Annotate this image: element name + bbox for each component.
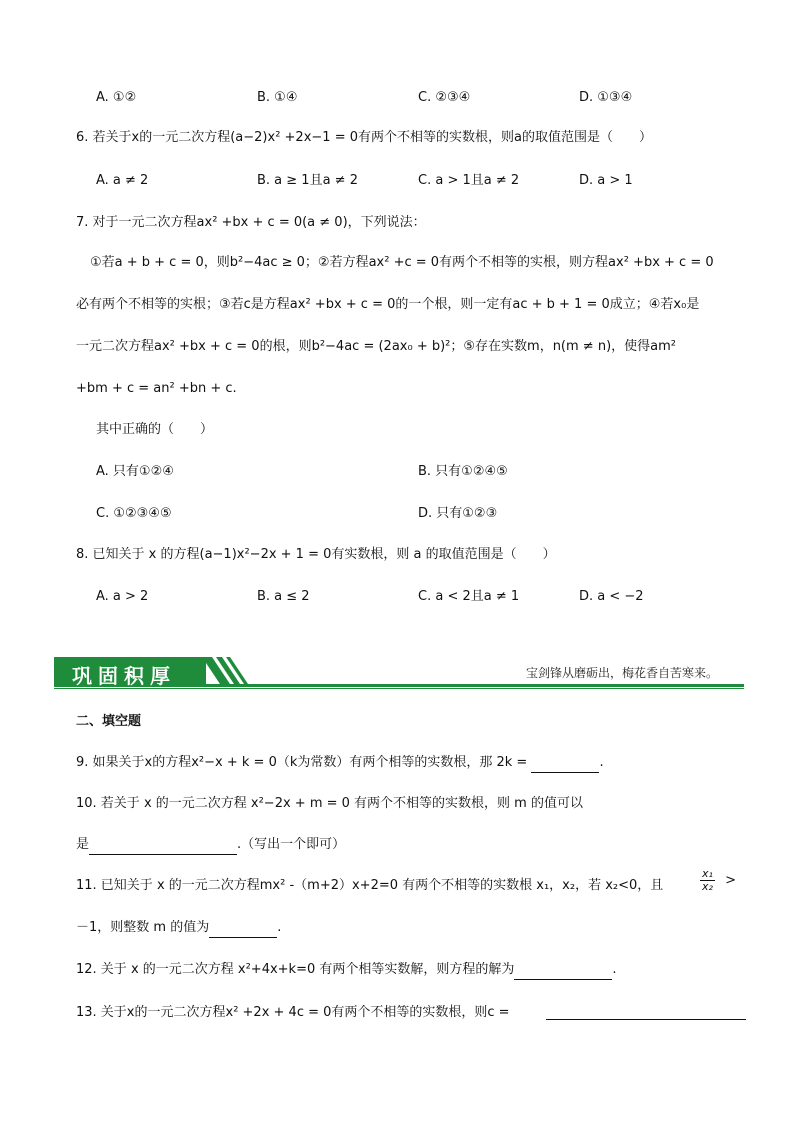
q7-option-d: D. 只有①②③	[418, 506, 498, 521]
q5-option-a: A. ①②	[96, 90, 137, 105]
q11-text: 11. 已知关于 x 的一元二次方程mx² -（m+2）x+2=0 有两个不相等的实数根 x₁，x₂，若 x₂<0，且	[76, 878, 664, 893]
q10-answer-blank[interactable]	[89, 840, 237, 855]
q7-option-c: C. ①②③④⑤	[96, 506, 172, 521]
q11-frac-den: x₂	[702, 880, 713, 893]
banner-box	[54, 657, 206, 687]
q10-text: 是	[76, 837, 90, 852]
q8-option-a: A. a > 2	[96, 589, 149, 604]
q13-line	[76, 1003, 510, 1023]
q7-prompt: 其中正确的（ ）	[96, 422, 214, 437]
q12-end: .	[612, 962, 617, 977]
q11-line1	[76, 876, 663, 896]
q6-option-a: A. a ≠ 2	[96, 173, 149, 188]
q6-option-c: C. a > 1且a ≠ 2	[418, 173, 520, 188]
q7-body-line: ①若a + b + c = 0，则b²−4ac ≥ 0；②若方程ax² +c = 0有两个不相等的实根，则方程ax² +bx + c = 0	[90, 255, 714, 270]
q9-line	[76, 753, 604, 773]
q10-line2	[76, 835, 345, 855]
q9-end: .	[599, 755, 604, 770]
q5-option-b: B. ①④	[257, 90, 298, 105]
q7-body-line: +bm + c = an² +bn + c.	[76, 381, 237, 396]
q7-stem: 7. 对于一元二次方程ax² +bx + c = 0(a ≠ 0)，下列说法：	[76, 215, 426, 230]
q11-line2	[76, 918, 281, 938]
q12-text: 12. 关于 x 的一元二次方程 x²+4x+k=0 有两个相等实数解，则方程的解为	[76, 962, 515, 977]
q7-option-b: B. 只有①②④⑤	[418, 464, 508, 479]
banner-rule	[204, 684, 744, 687]
q8-stem: 8. 已知关于 x 的方程(a−1)x²−2x + 1 = 0有实数根，则 a 的取值范围是（ ）	[76, 547, 556, 562]
q10-end: .（写出一个即可）	[237, 837, 346, 852]
section-banner	[54, 657, 744, 689]
q7-body-line: 必有两个不相等的实根；③若c是方程ax² +bx + c = 0的一个根，则一定有ac + b + 1 = 0成立；④若x₀是	[76, 297, 700, 312]
banner-motto: 宝剑锋从磨砺出，梅花香自苦寒来。	[525, 666, 718, 680]
q11-text2: －1，则整数 m 的值为	[76, 920, 210, 935]
banner-title: 巩固积厚	[72, 664, 176, 688]
q9-answer-blank[interactable]	[531, 758, 599, 773]
q10-line1: 10. 若关于 x 的一元二次方程 x²−2x + m = 0 有两个不相等的实数根，则 m 的值可以	[76, 796, 583, 811]
q6-option-b: B. a ≥ 1且a ≠ 2	[257, 173, 358, 188]
q12-line	[76, 960, 617, 980]
q9-text: 9. 如果关于x的方程x²−x + k = 0（k为常数）有两个相等的实数根，那 2k =	[76, 755, 528, 770]
q7-option-a: A. 只有①②④	[96, 464, 174, 479]
q11-gt: >	[725, 873, 736, 888]
section-title: 二、填空题	[76, 714, 142, 729]
q11-answer-blank[interactable]	[209, 923, 277, 938]
q7-body-line: 一元二次方程ax² +bx + c = 0的根，则b²−4ac = (2ax₀ + b)²；⑤存在实数m，n(m ≠ n)，使得am²	[76, 339, 676, 354]
q5-option-c: C. ②③④	[418, 90, 471, 105]
q6-option-d: D. a > 1	[579, 173, 633, 188]
q11-frac-num: x₁	[702, 867, 713, 880]
q12-answer-blank[interactable]	[514, 965, 612, 980]
q11-fraction	[700, 868, 736, 893]
q13-text: 13. 关于x的一元二次方程x² +2x + 4c = 0有两个不相等的实数根，则c =	[76, 1005, 510, 1020]
q11-end: .	[277, 920, 282, 935]
banner-underline	[54, 688, 744, 689]
q8-option-d: D. a < −2	[579, 589, 644, 604]
q8-option-c: C. a < 2且a ≠ 1	[418, 589, 520, 604]
q8-option-b: B. a ≤ 2	[257, 589, 310, 604]
q13-answer-blank[interactable]	[546, 1005, 746, 1020]
q5-option-d: D. ①③④	[579, 90, 633, 105]
q6-stem: 6. 若关于x的一元二次方程(a−2)x² +2x−1 = 0有两个不相等的实数根，则a的取值范围是（ ）	[76, 130, 652, 145]
